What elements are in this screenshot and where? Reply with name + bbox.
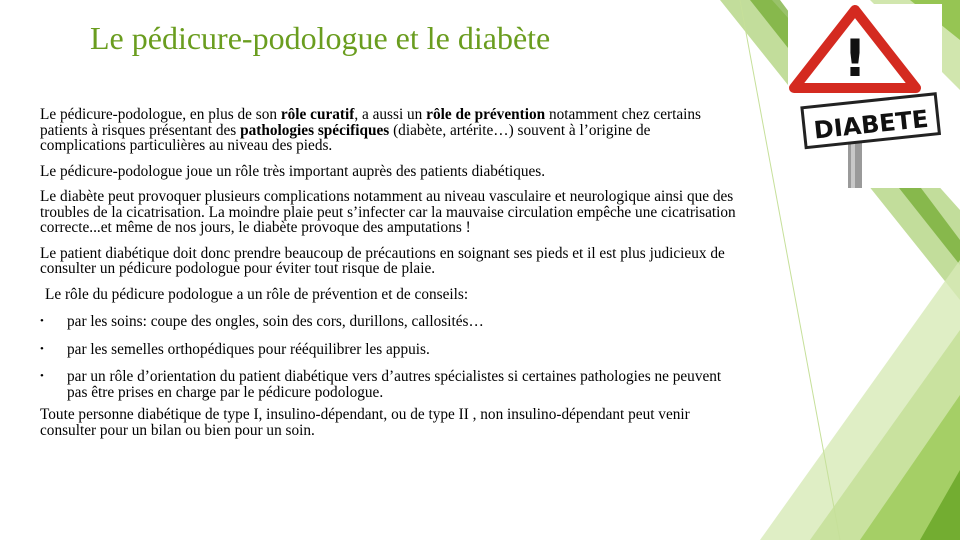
text-run: , a aussi un — [354, 106, 427, 123]
text-bold: rôle de prévention — [426, 106, 546, 123]
text-run: Le pédicure-podologue, en plus de son — [40, 106, 281, 123]
slide-body — [40, 107, 740, 438]
bullet-list — [40, 314, 740, 400]
list-item-text: par un rôle d’orientation du patient diabétique vers d’autres spécialistes si certaines pathologies ne peuvent pas être prises en charge par le pédicure podologue. — [67, 368, 722, 401]
bullet-icon: • — [40, 342, 44, 355]
text-bold: pathologies spécifiques — [240, 121, 390, 139]
paragraph-intro — [40, 107, 740, 154]
text-run: (diabète, artérite…) souvent à l’origine de complications particulières au niveau des pieds. — [40, 121, 651, 154]
paragraph-role: Le pédicure-podologue joue un rôle très important auprès des patients diabétiques. — [40, 162, 546, 180]
list-item — [40, 342, 740, 358]
bullet-icon: • — [40, 370, 44, 382]
paragraph-complications: Le diabète peut provoquer plusieurs complications notamment au niveau vasculaire et neurologique ainsi que des troubles de la cicatrisation. La moindre plaie peut s’infecter car la mauvaise circulation empêche une cicatrisation correcte...et même de nos jours, le diabète provoque des amputations ! — [40, 188, 736, 236]
bullet-icon: • — [40, 315, 44, 327]
paragraph-role-intro: Le rôle du pédicure podologue a un rôle de prévention et de conseils: — [45, 285, 469, 303]
list-item — [40, 369, 740, 400]
sign-label: DIABETE — [812, 104, 930, 145]
paragraph-precautions: Le patient diabétique doit donc prendre beaucoup de précautions en soignant ses pieds et il est plus judicieux de consulter un pédicure podologue pour éviter tout risque de plaie. — [40, 244, 725, 277]
diabete-warning-sign-image — [788, 4, 942, 188]
list-item — [40, 314, 740, 330]
paragraph-conclusion: Toute personne diabétique de type I, insulino-dépendant, ou de type II , non insulino-dépendant peut venir consulter pour un bilan ou bien pour un soin. — [40, 406, 690, 439]
text-bold: rôle curatif — [280, 106, 355, 123]
list-item-text: par les soins: coupe des ongles, soin des cors, durillons, callosités… — [67, 313, 484, 330]
exclamation-icon: ! — [843, 29, 867, 89]
slide-title: Le pédicure-podologue et le diabète — [90, 20, 551, 56]
text-run: notamment chez certains patients à risques présentant des — [40, 106, 701, 139]
list-item-text: par les semelles orthopédiques pour rééquilibrer les appuis. — [67, 340, 430, 358]
